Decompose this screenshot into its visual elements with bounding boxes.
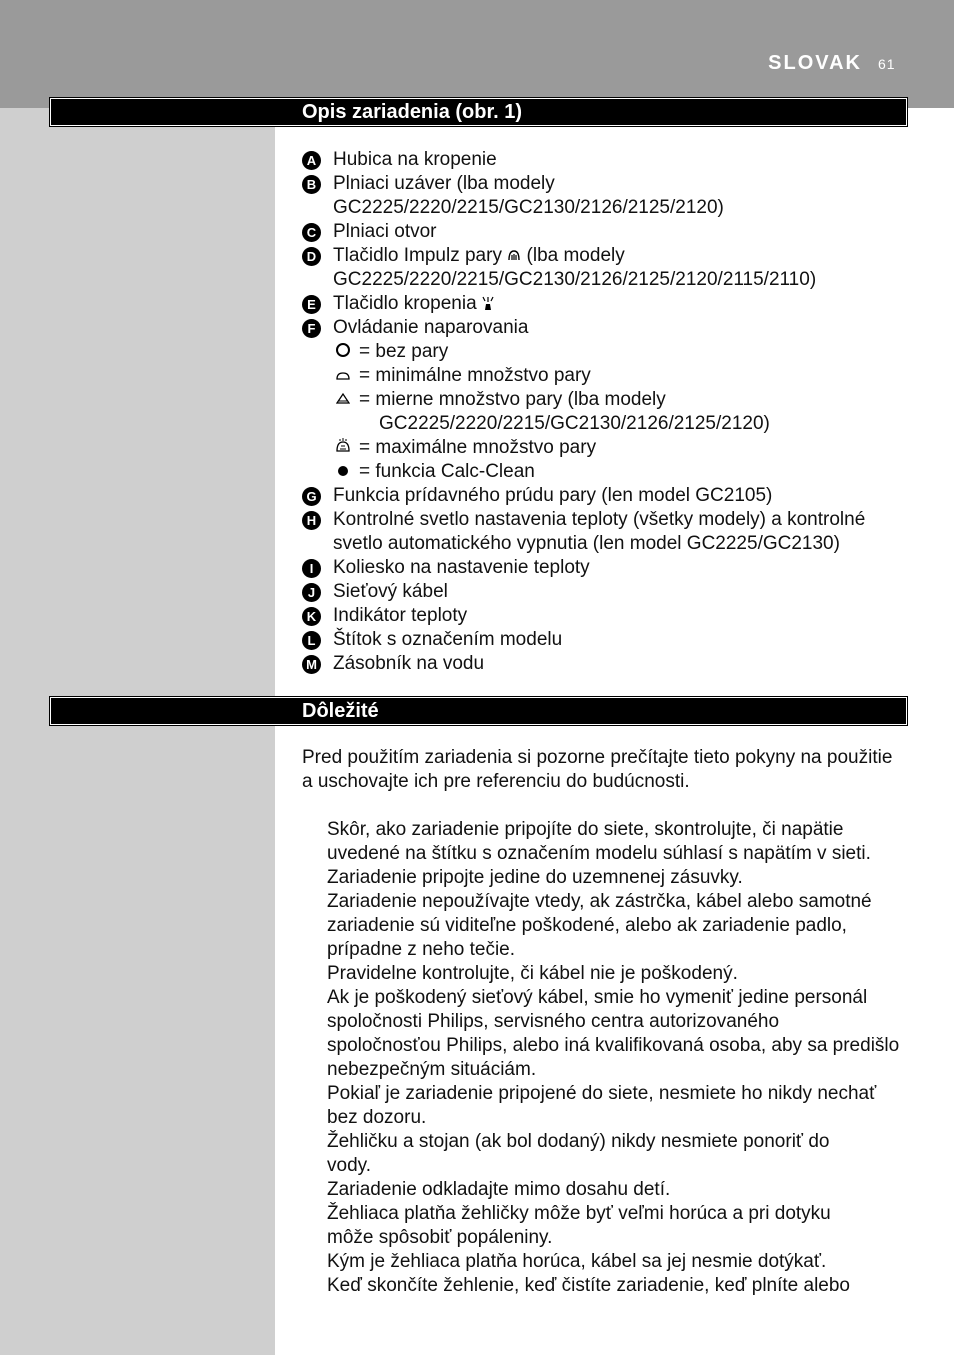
circle-outline-icon	[333, 340, 353, 364]
list-item	[302, 292, 922, 316]
warning-line: Ak je poškodený sieťový kábel, smie ho vymeniť jedine personál	[327, 987, 868, 1008]
letter-marker-icon: H	[302, 511, 321, 530]
steam-setting-item	[302, 436, 922, 460]
warning-line: Žehliaca platňa žehličky môže byť veľmi horúca a pri dotyku	[327, 1203, 831, 1224]
list-item	[302, 172, 922, 220]
warning-line: nebezpečným situáciám.	[327, 1059, 537, 1080]
letter-marker-icon: J	[302, 583, 321, 602]
section-title-important: Dôležité	[302, 700, 379, 722]
item-text: Funkcia prídavného prúdu pary (len model GC2105)	[333, 485, 773, 506]
section-title-description: Opis zariadenia (obr. 1)	[302, 101, 523, 123]
letter-marker-icon: D	[302, 247, 321, 266]
warning-line: môže spôsobiť popáleniny.	[327, 1227, 553, 1248]
steam-setting-item	[302, 340, 922, 364]
warning-line: spoločnosti Philips, servisného centra autorizovaného	[327, 1011, 780, 1032]
letter-marker-icon: K	[302, 607, 321, 626]
steam-setting-item	[302, 460, 922, 484]
section-bar-description	[50, 98, 907, 126]
setting-text: = mierne množstvo pary (lba modely	[359, 389, 666, 410]
item-text: Plniaci uzáver (lba modely	[333, 173, 555, 194]
letter-marker-icon: G	[302, 487, 321, 506]
item-text: GC2225/2220/2215/GC2130/2126/2125/2120)	[333, 197, 724, 218]
item-text: Plniaci otvor	[333, 221, 437, 242]
item-text: (lba modely	[526, 245, 625, 266]
list-item	[302, 580, 922, 604]
list-item	[302, 484, 922, 508]
setting-text: = maximálne množstvo pary	[359, 437, 597, 458]
letter-marker-icon: M	[302, 655, 321, 674]
letter-marker-icon: E	[302, 295, 321, 314]
letter-marker-icon: B	[302, 175, 321, 194]
item-text: Indikátor teploty	[333, 605, 468, 626]
intro-line: Pred použitím zariadenia si pozorne prečítajte tieto pokyny na použitie	[302, 747, 893, 768]
list-item	[302, 604, 922, 628]
steam-setting-item	[302, 388, 922, 436]
item-text: Kontrolné svetlo nastavenia teploty (všetky modely) a kontrolné	[333, 509, 866, 530]
warning-line: vody.	[327, 1155, 372, 1176]
list-item	[302, 652, 922, 676]
warning-line: uvedené na štítku s označením modelu súhlasí s napätím v sieti.	[327, 843, 871, 864]
list-item	[302, 508, 922, 556]
warning-line: bez dozoru.	[327, 1107, 427, 1128]
warning-line: Zariadenie nepoužívajte vtedy, ak zástrčka, kábel alebo samotné	[327, 891, 872, 912]
warning-line: Pokiaľ je zariadenie pripojené do siete, nesmiete ho nikdy nechať	[327, 1083, 877, 1104]
steam-setting-item	[302, 364, 922, 388]
letter-marker-icon: A	[302, 151, 321, 170]
warning-line: Skôr, ako zariadenie pripojíte do siete, skontrolujte, či napätie	[327, 819, 844, 840]
item-text: Tlačidlo Impulz pary	[333, 245, 502, 266]
item-text: Sieťový kábel	[333, 581, 448, 602]
steam-shot-icon	[507, 248, 521, 262]
list-item	[302, 316, 922, 340]
warning-line: spoločnosťou Philips, alebo iná kvalifikovaná osoba, aby sa predišlo	[327, 1035, 900, 1056]
item-text: Koliesko na nastavenie teploty	[333, 557, 590, 578]
spray-icon	[482, 295, 494, 311]
warning-line: Keď skončíte žehlenie, keď čistíte zariadenie, keď plníte alebo	[327, 1275, 851, 1296]
letter-marker-icon: I	[302, 559, 321, 578]
item-text: Hubica na kropenie	[333, 149, 497, 170]
letter-marker-icon: C	[302, 223, 321, 242]
warning-line: Kým je žehliaca platňa horúca, kábel sa jej nesmie dotýkať.	[327, 1251, 827, 1272]
list-item	[302, 556, 922, 580]
letter-marker-icon: F	[302, 319, 321, 338]
item-text: Štítok s označením modelu	[333, 629, 563, 650]
list-item	[302, 220, 922, 244]
setting-text: = minimálne množstvo pary	[359, 365, 591, 386]
warning-line: prípadne z neho tečie.	[327, 939, 516, 960]
header-language: SLOVAK	[768, 52, 862, 74]
intro-line: a uschovajte ich pre referenciu do budúcnosti.	[302, 771, 690, 792]
list-item	[302, 628, 922, 652]
warning-line: zariadenie sú viditeľne poškodené, alebo ak zariadenie padlo,	[327, 915, 847, 936]
letter-marker-icon: L	[302, 631, 321, 650]
warning-line: Žehličku a stojan (ak bol dodaný) nikdy nesmiete ponoriť do	[327, 1131, 830, 1152]
steam-low-icon	[333, 364, 353, 388]
warnings-list	[327, 818, 917, 1298]
list-item	[302, 148, 922, 172]
warning-line: Zariadenie pripojte jedine do uzemnenej zásuvky.	[327, 867, 743, 888]
sidebar-column	[0, 108, 275, 1355]
setting-text: GC2225/2220/2215/GC2130/2126/2125/2120)	[379, 413, 770, 434]
warning-line: Zariadenie odkladajte mimo dosahu detí.	[327, 1179, 671, 1200]
item-text: Zásobník na vodu	[333, 653, 485, 674]
warning-line: Pravidelne kontrolujte, či kábel nie je poškodený.	[327, 963, 738, 984]
item-text: Tlačidlo kropenia	[333, 293, 477, 314]
page-number: 61	[878, 56, 896, 72]
item-text: GC2225/2220/2215/GC2130/2126/2125/2120/2115/2110)	[333, 269, 817, 290]
setting-text: = funkcia Calc-Clean	[359, 461, 535, 482]
steam-max-icon	[333, 436, 353, 460]
item-text: Ovládanie naparovania	[333, 317, 529, 338]
filled-dot-icon	[333, 460, 353, 484]
steam-medium-icon	[333, 388, 353, 412]
intro-paragraph	[302, 746, 912, 794]
section-bar-important	[50, 697, 907, 725]
item-text: svetlo automatického vypnutia (len model GC2225/GC2130)	[333, 533, 840, 554]
setting-text: = bez pary	[359, 341, 449, 362]
list-item	[302, 244, 922, 292]
parts-list	[302, 148, 922, 676]
